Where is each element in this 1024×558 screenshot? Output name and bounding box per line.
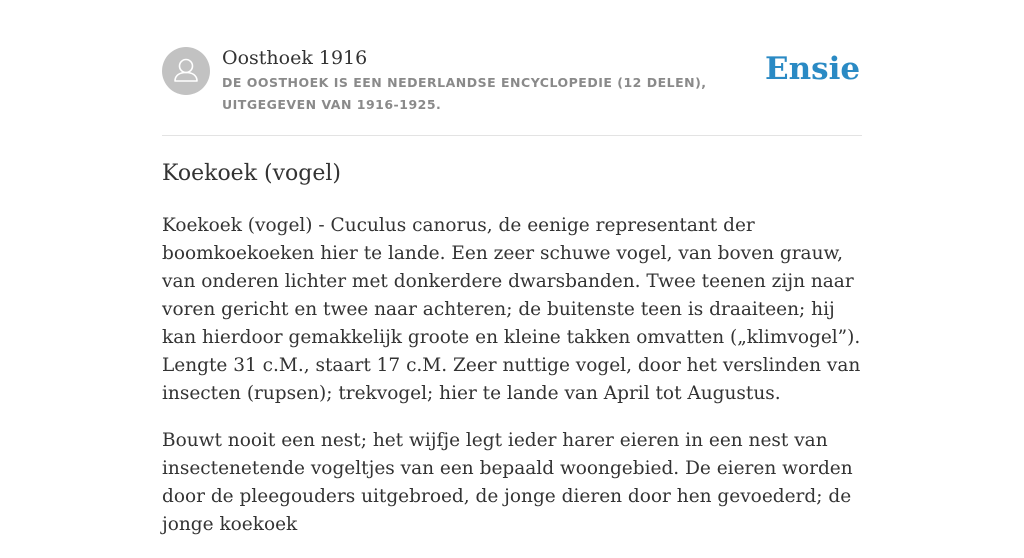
source-description: DE OOSTHOEK IS EEN NEDERLANDSE ENCYCLOPEDIE (12 DELEN), UITGEGEVEN VAN 1916-1925. bbox=[222, 75, 707, 112]
article-paragraph: Koekoek (vogel) - Cuculus canorus, de eenige representant der boomkoekoeken hier te lande. Een zeer schuwe vogel, van boven grauw, van onderen lichter met donkerdere dwarsbanden. Twee teenen zijn naar voren gericht en twee naar achteren; de buitenste teen is draaiteen; hij kan hierdoor gemakkelijk groote en kleine takken omvatten („klimvogel”). Lengte 31 c.M., staart 17 c.M. Zeer nuttige vogel, door het verslinden van insecten (rupsen); trekvogel; hier te lande van April tot Augustus. bbox=[162, 215, 861, 404]
article-paragraph: Bouwt nooit een nest; het wijfje legt ieder harer eieren in een nest van insectenetende vogeltjes van een bepaald woongebied. De eieren worden door de pleegouders uitgebroed, de jonge dieren door hen gevoederd; de jonge koekoek bbox=[162, 430, 853, 535]
source-header bbox=[162, 46, 862, 116]
header-divider bbox=[162, 135, 862, 136]
ensie-logo[interactable]: Ensie bbox=[765, 51, 861, 87]
source-name[interactable]: Oosthoek 1916 bbox=[222, 47, 368, 69]
article-title: Koekoek (vogel) bbox=[162, 161, 342, 186]
user-icon bbox=[162, 47, 210, 95]
article-body bbox=[162, 212, 862, 558]
source-avatar[interactable] bbox=[162, 47, 210, 95]
